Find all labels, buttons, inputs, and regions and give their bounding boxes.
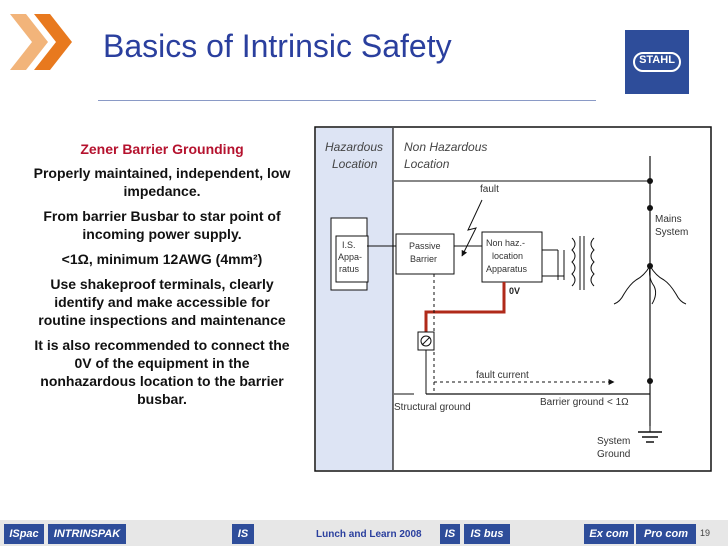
bus-node <box>647 205 653 211</box>
nonhaz-label-2: Location <box>404 157 450 171</box>
procom-logo: Pro com <box>636 524 696 544</box>
hazardous-zone <box>316 128 393 470</box>
logo-text: STAHL <box>639 54 675 66</box>
fault-label: fault <box>480 184 499 195</box>
mains-label-2: System <box>655 227 689 238</box>
paragraph-5: It is also recommended to connect the 0V of the equipment in the nonhazardous location to the barrier busbar. <box>34 337 290 407</box>
barrier-ground-label: Barrier ground <box>540 397 604 408</box>
footer-event-text: Lunch and Learn 2008 <box>316 529 422 540</box>
nonhaz-label-1: Non haz.- <box>486 238 526 248</box>
paragraph-4: Use shakeproof terminals, clearly identify and make accessible for routine inspections and maintenance <box>38 276 286 328</box>
excom-logo: Ex com <box>584 524 634 544</box>
paragraph-2: From barrier Busbar to star point of incoming power supply. <box>43 208 281 242</box>
paragraph-3: <1Ω, minimum 12AWG (4mm²) <box>61 251 263 267</box>
resistance-label: < 1Ω <box>607 397 629 408</box>
section-heading: Zener Barrier Grounding <box>80 141 244 157</box>
structural-ground-label: Structural ground <box>394 402 471 413</box>
chevron-arrows-icon <box>8 12 78 72</box>
is-label-1: I.S. <box>342 240 356 250</box>
page-title: Basics of Intrinsic Safety <box>103 28 452 64</box>
is-label-3: ratus <box>339 264 360 274</box>
ov-label: 0V <box>509 286 521 296</box>
bus-node <box>647 378 653 384</box>
is-logo: IS <box>440 524 460 544</box>
isbus-logo: IS bus <box>464 524 510 544</box>
grounding-diagram <box>314 126 714 474</box>
system-ground-label-2: Ground <box>597 449 631 460</box>
paragraph-1: Properly maintained, independent, low impedance. <box>33 165 291 199</box>
mains-label-1: Mains <box>655 214 682 225</box>
stahl-logo <box>625 30 689 94</box>
passive-label-2: Barrier <box>410 254 438 264</box>
is-label-2: Appa- <box>338 252 363 262</box>
passive-label-1: Passive <box>409 241 441 251</box>
nonhaz-label-1: Non Hazardous <box>404 140 488 154</box>
intrinspak-logo: INTRINSPAK <box>48 524 126 544</box>
is-logo: IS <box>232 524 254 544</box>
hazardous-label-1: Hazardous <box>325 140 384 154</box>
grounding-text-block <box>30 140 294 415</box>
system-ground-label-1: System <box>597 436 631 447</box>
nonhaz-label-3: Apparatus <box>486 264 528 274</box>
fault-current-label: fault current <box>476 370 529 381</box>
title-divider <box>98 100 596 101</box>
hazardous-label-2: Location <box>332 157 378 171</box>
page-number: 19 <box>700 528 711 538</box>
nonhaz-label-2: location <box>492 251 524 261</box>
ispac-logo: ISpac <box>4 524 44 544</box>
